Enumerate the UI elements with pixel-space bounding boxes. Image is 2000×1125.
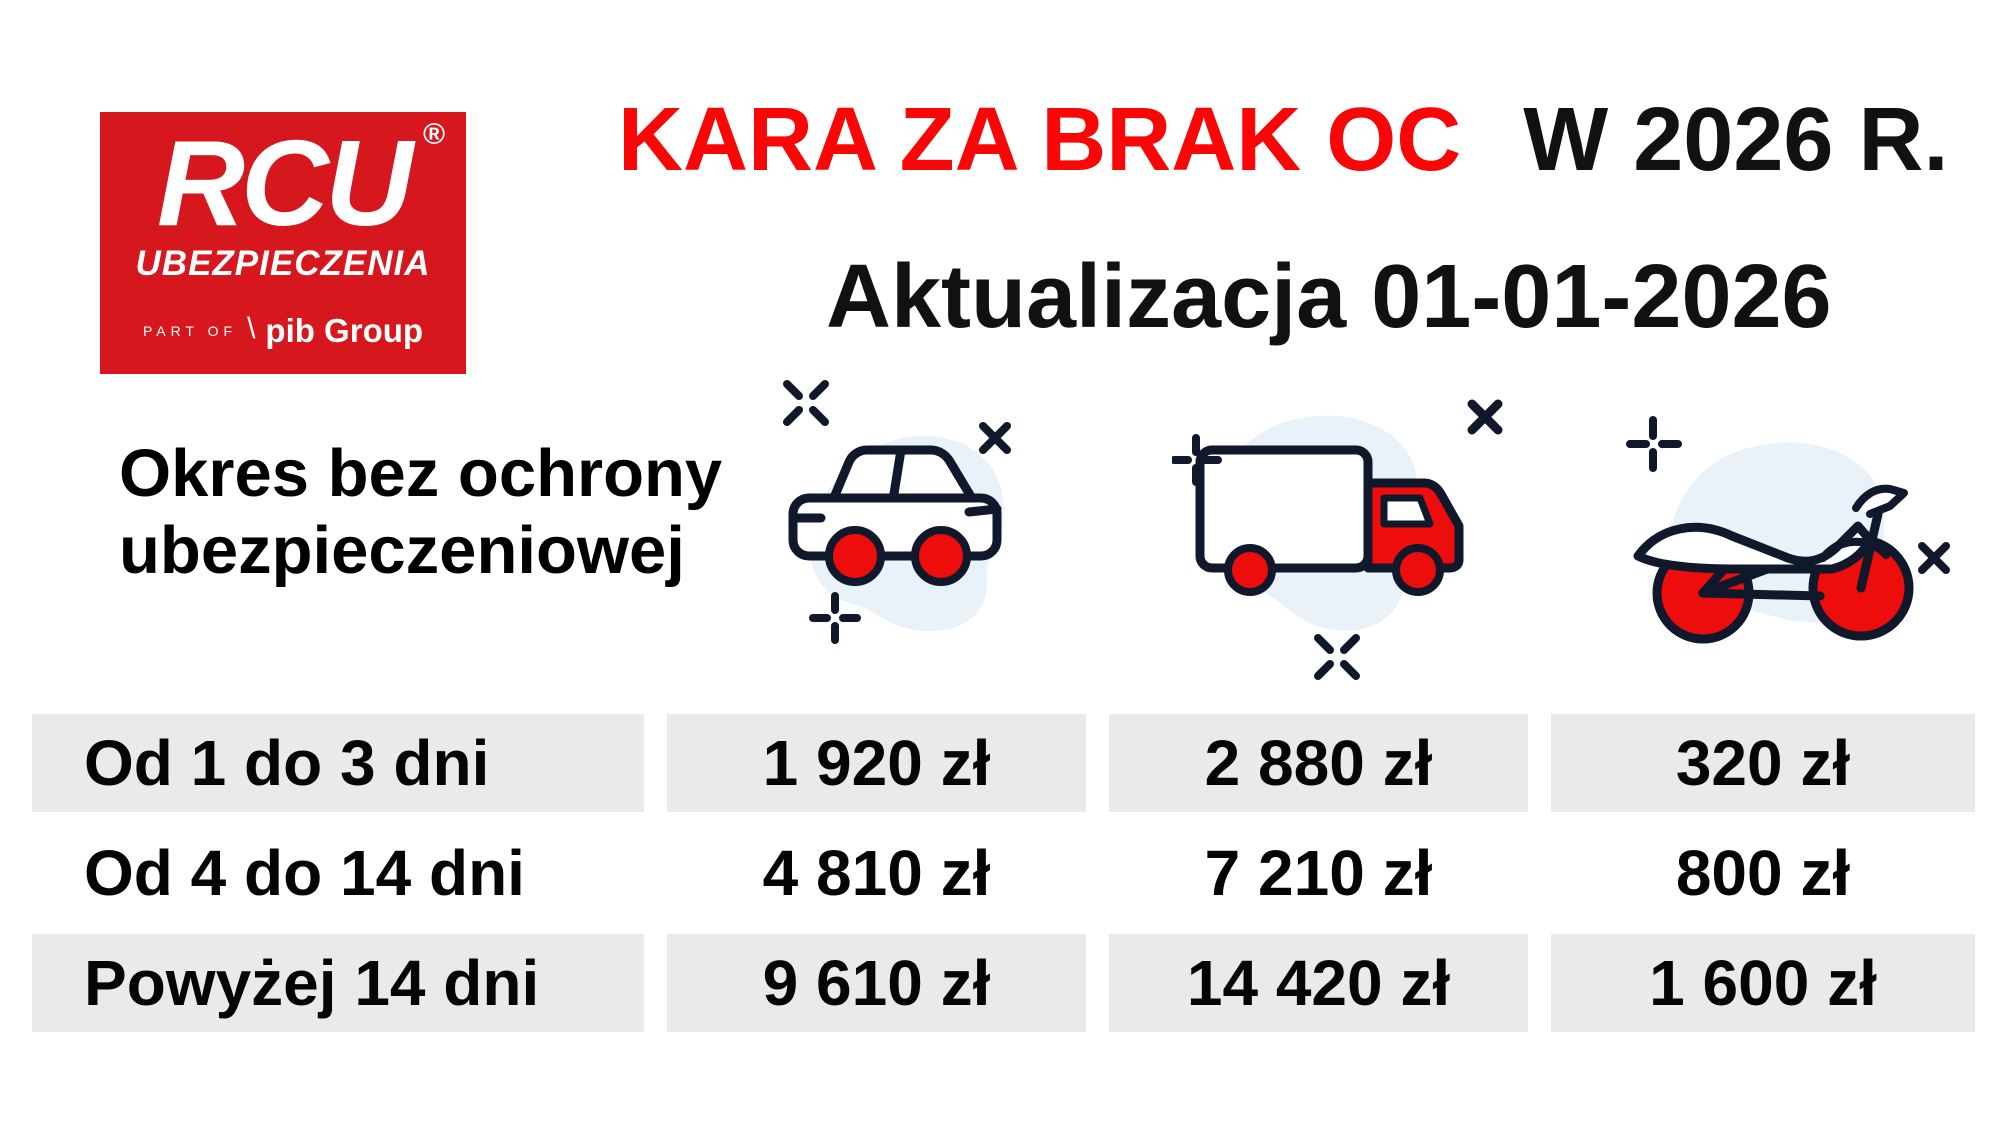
x-sparkle bbox=[983, 426, 1007, 450]
plus-sparkle bbox=[1630, 420, 1678, 468]
backslash-separator: \ bbox=[247, 312, 256, 345]
table-cell-truck: 7 210 zł bbox=[1204, 837, 1433, 909]
table-row-label: Od 1 do 3 dni bbox=[32, 714, 644, 812]
broken-x-sparkle bbox=[787, 384, 825, 422]
truck-body bbox=[1200, 450, 1459, 592]
table-cell-truck: 2 880 zł bbox=[1109, 714, 1528, 812]
period-column-header bbox=[119, 435, 722, 589]
table-cell-car: 4 810 zł bbox=[762, 837, 991, 909]
table-cell-motorcycle: 800 zł bbox=[1675, 837, 1851, 909]
part-of-label: PART OF bbox=[142, 323, 238, 339]
logo-brand-text: RCU bbox=[156, 115, 410, 251]
title-red-text: KARA ZA BRAK OC bbox=[618, 90, 1462, 190]
period-header-line2: ubezpieczeniowej bbox=[119, 513, 685, 589]
table-row-label: Powyżej 14 dni bbox=[32, 934, 644, 1032]
table-row-label: Od 4 do 14 dni bbox=[84, 837, 525, 909]
logo-subtitle: UBEZPIECZENIA bbox=[135, 244, 431, 283]
table-cell-motorcycle: 1 600 zł bbox=[1551, 934, 1975, 1032]
title-black-text: W 2026 R. bbox=[1523, 90, 1949, 190]
rcu-logo bbox=[100, 112, 466, 374]
car-icon bbox=[745, 378, 1045, 658]
x-sparkle bbox=[1472, 404, 1498, 430]
table-cell-motorcycle: 320 zł bbox=[1551, 714, 1975, 812]
period-header-line1: Okres bez ochrony bbox=[119, 436, 723, 511]
main-title bbox=[618, 90, 1949, 190]
table-cell-car: 9 610 zł bbox=[667, 934, 1086, 1032]
table-cell-truck: 14 420 zł bbox=[1109, 934, 1528, 1032]
pib-group-label: pib Group bbox=[265, 312, 424, 349]
penalty-table bbox=[32, 714, 1975, 1032]
update-date-subtitle: Aktualizacja 01-01-2026 bbox=[826, 247, 1832, 347]
logo-partof-row bbox=[143, 312, 423, 350]
truck-icon bbox=[1172, 388, 1532, 688]
logo-brand-wrap bbox=[156, 115, 446, 251]
motorcycle-icon bbox=[1618, 408, 1958, 668]
registered-trademark-icon: ® bbox=[423, 118, 446, 151]
table-cell-car: 1 920 zł bbox=[667, 714, 1086, 812]
x-sparkle bbox=[1922, 546, 1946, 570]
broken-x-sparkle bbox=[1318, 638, 1356, 676]
